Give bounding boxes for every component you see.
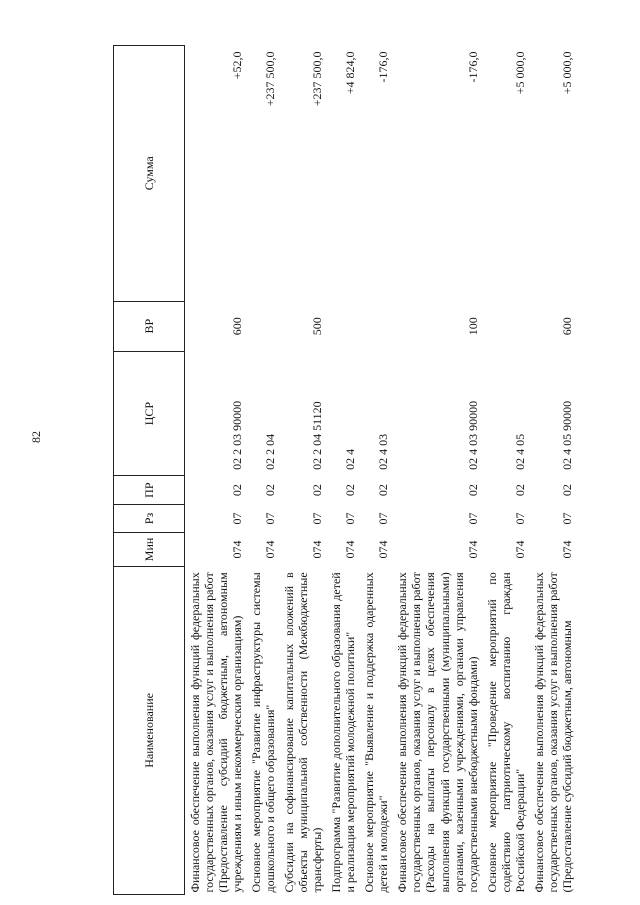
row-name: Субсидии на софинансирование капитальных вложений в объекты муниципальной собственности (Межбюджетные трансферты) — [282, 572, 325, 893]
row-rz: 07 — [343, 512, 358, 525]
row-vr: 100 — [465, 317, 480, 336]
header-pr: ПР — [114, 476, 185, 504]
row-rz: 07 — [376, 512, 391, 525]
budget-table — [113, 45, 576, 895]
table-row — [185, 46, 247, 895]
row-rz: 07 — [512, 512, 527, 525]
row-rz: 07 — [230, 512, 245, 525]
table-row — [279, 46, 326, 895]
header-sum: Сумма — [114, 46, 185, 302]
header-min: Мин — [114, 533, 185, 567]
row-name: Подпрограмма "Развитие дополнительного образования детей и реализация мероприятий молодежной политики" — [329, 572, 358, 893]
header-vr: ВР — [114, 301, 185, 351]
row-sum: +237 500,0 — [263, 51, 278, 107]
row-rz: 07 — [310, 512, 325, 525]
row-pr: 02 — [230, 484, 245, 497]
row-min: 074 — [512, 540, 527, 559]
row-csr: 02 2 03 90000 — [230, 400, 245, 470]
row-sum: +4 824,0 — [343, 51, 358, 95]
row-vr: 600 — [230, 317, 245, 336]
page-number: 82 — [29, 431, 43, 443]
row-pr: 02 — [263, 484, 278, 497]
row-pr: 02 — [559, 484, 574, 497]
row-name: Финансовое обеспечение выполнения функций федеральных государственных органов, оказания услуг и выполнения работ (Предоставление субсидий бюджетным, автономным — [531, 572, 574, 893]
table-row — [482, 46, 529, 895]
row-sum: -176,0 — [465, 51, 480, 83]
row-min: 074 — [230, 540, 245, 559]
table-row — [326, 46, 359, 895]
row-vr — [482, 301, 529, 351]
row-vr — [326, 301, 359, 351]
row-pr: 02 — [512, 484, 527, 497]
rotated-page-content — [113, 45, 618, 895]
row-csr: 02 4 — [343, 448, 358, 470]
row-min: 074 — [376, 540, 391, 559]
row-vr: 500 — [310, 317, 325, 336]
table-header-row — [114, 46, 185, 895]
header-csr: ЦСР — [114, 351, 185, 476]
row-csr: 02 2 04 51120 — [310, 401, 325, 470]
header-name: Наименование — [114, 566, 185, 894]
row-min: 074 — [465, 540, 480, 559]
row-sum: +5 000,0 — [559, 51, 574, 95]
row-sum: +237 500,0 — [310, 51, 325, 107]
row-pr: 02 — [343, 484, 358, 497]
row-pr: 02 — [310, 484, 325, 497]
row-rz: 07 — [559, 512, 574, 525]
row-vr — [359, 301, 392, 351]
row-csr: 02 4 05 — [512, 433, 527, 470]
row-name: Основное мероприятие "Развитие инфраструктуры системы дошкольного и общего образования" — [249, 572, 278, 893]
row-csr: 02 2 04 — [263, 433, 278, 470]
row-rz: 07 — [263, 512, 278, 525]
row-rz: 07 — [465, 512, 480, 525]
row-sum: +52,0 — [230, 51, 245, 80]
row-pr: 02 — [376, 484, 391, 497]
row-min: 074 — [559, 540, 574, 559]
row-name: Финансовое обеспечение выполнения функций федеральных государственных органов, оказания услуг и выполнения работ (Расходы на выплаты персоналу в целях обеспечения выполнения функций государственными (муниципальными) органами, казенными учреждениями, органами управления государственными внебюджетными фондами) — [395, 572, 480, 893]
table-row — [529, 46, 576, 895]
table-row — [246, 46, 279, 895]
header-rz: Рз — [114, 504, 185, 532]
row-name: Основное мероприятие "Выявление и поддержка одаренных детей и молодежи" — [362, 572, 391, 893]
row-sum: -176,0 — [376, 51, 391, 83]
row-pr: 02 — [465, 484, 480, 497]
row-vr: 600 — [559, 317, 574, 336]
row-name: Финансовое обеспечение выполнения функций федеральных государственных органов, оказания услуг и выполнения работ (Предоставление субсидий бюджетным, автономным учреждениям и иным некоммерческим организациям) — [188, 572, 245, 893]
row-csr: 02 4 03 — [376, 433, 391, 470]
table-row — [392, 46, 481, 895]
row-min: 074 — [310, 540, 325, 559]
row-vr — [246, 301, 279, 351]
row-csr: 02 4 03 90000 — [465, 400, 480, 470]
row-min: 074 — [343, 540, 358, 559]
row-name: Основное мероприятие "Проведение мероприятий по содействию патриотическому воспитанию граждан Российской Федерации" — [484, 572, 527, 893]
table-row — [359, 46, 392, 895]
row-csr: 02 4 05 90000 — [559, 400, 574, 470]
row-min: 074 — [263, 540, 278, 559]
row-sum: +5 000,0 — [512, 51, 527, 95]
